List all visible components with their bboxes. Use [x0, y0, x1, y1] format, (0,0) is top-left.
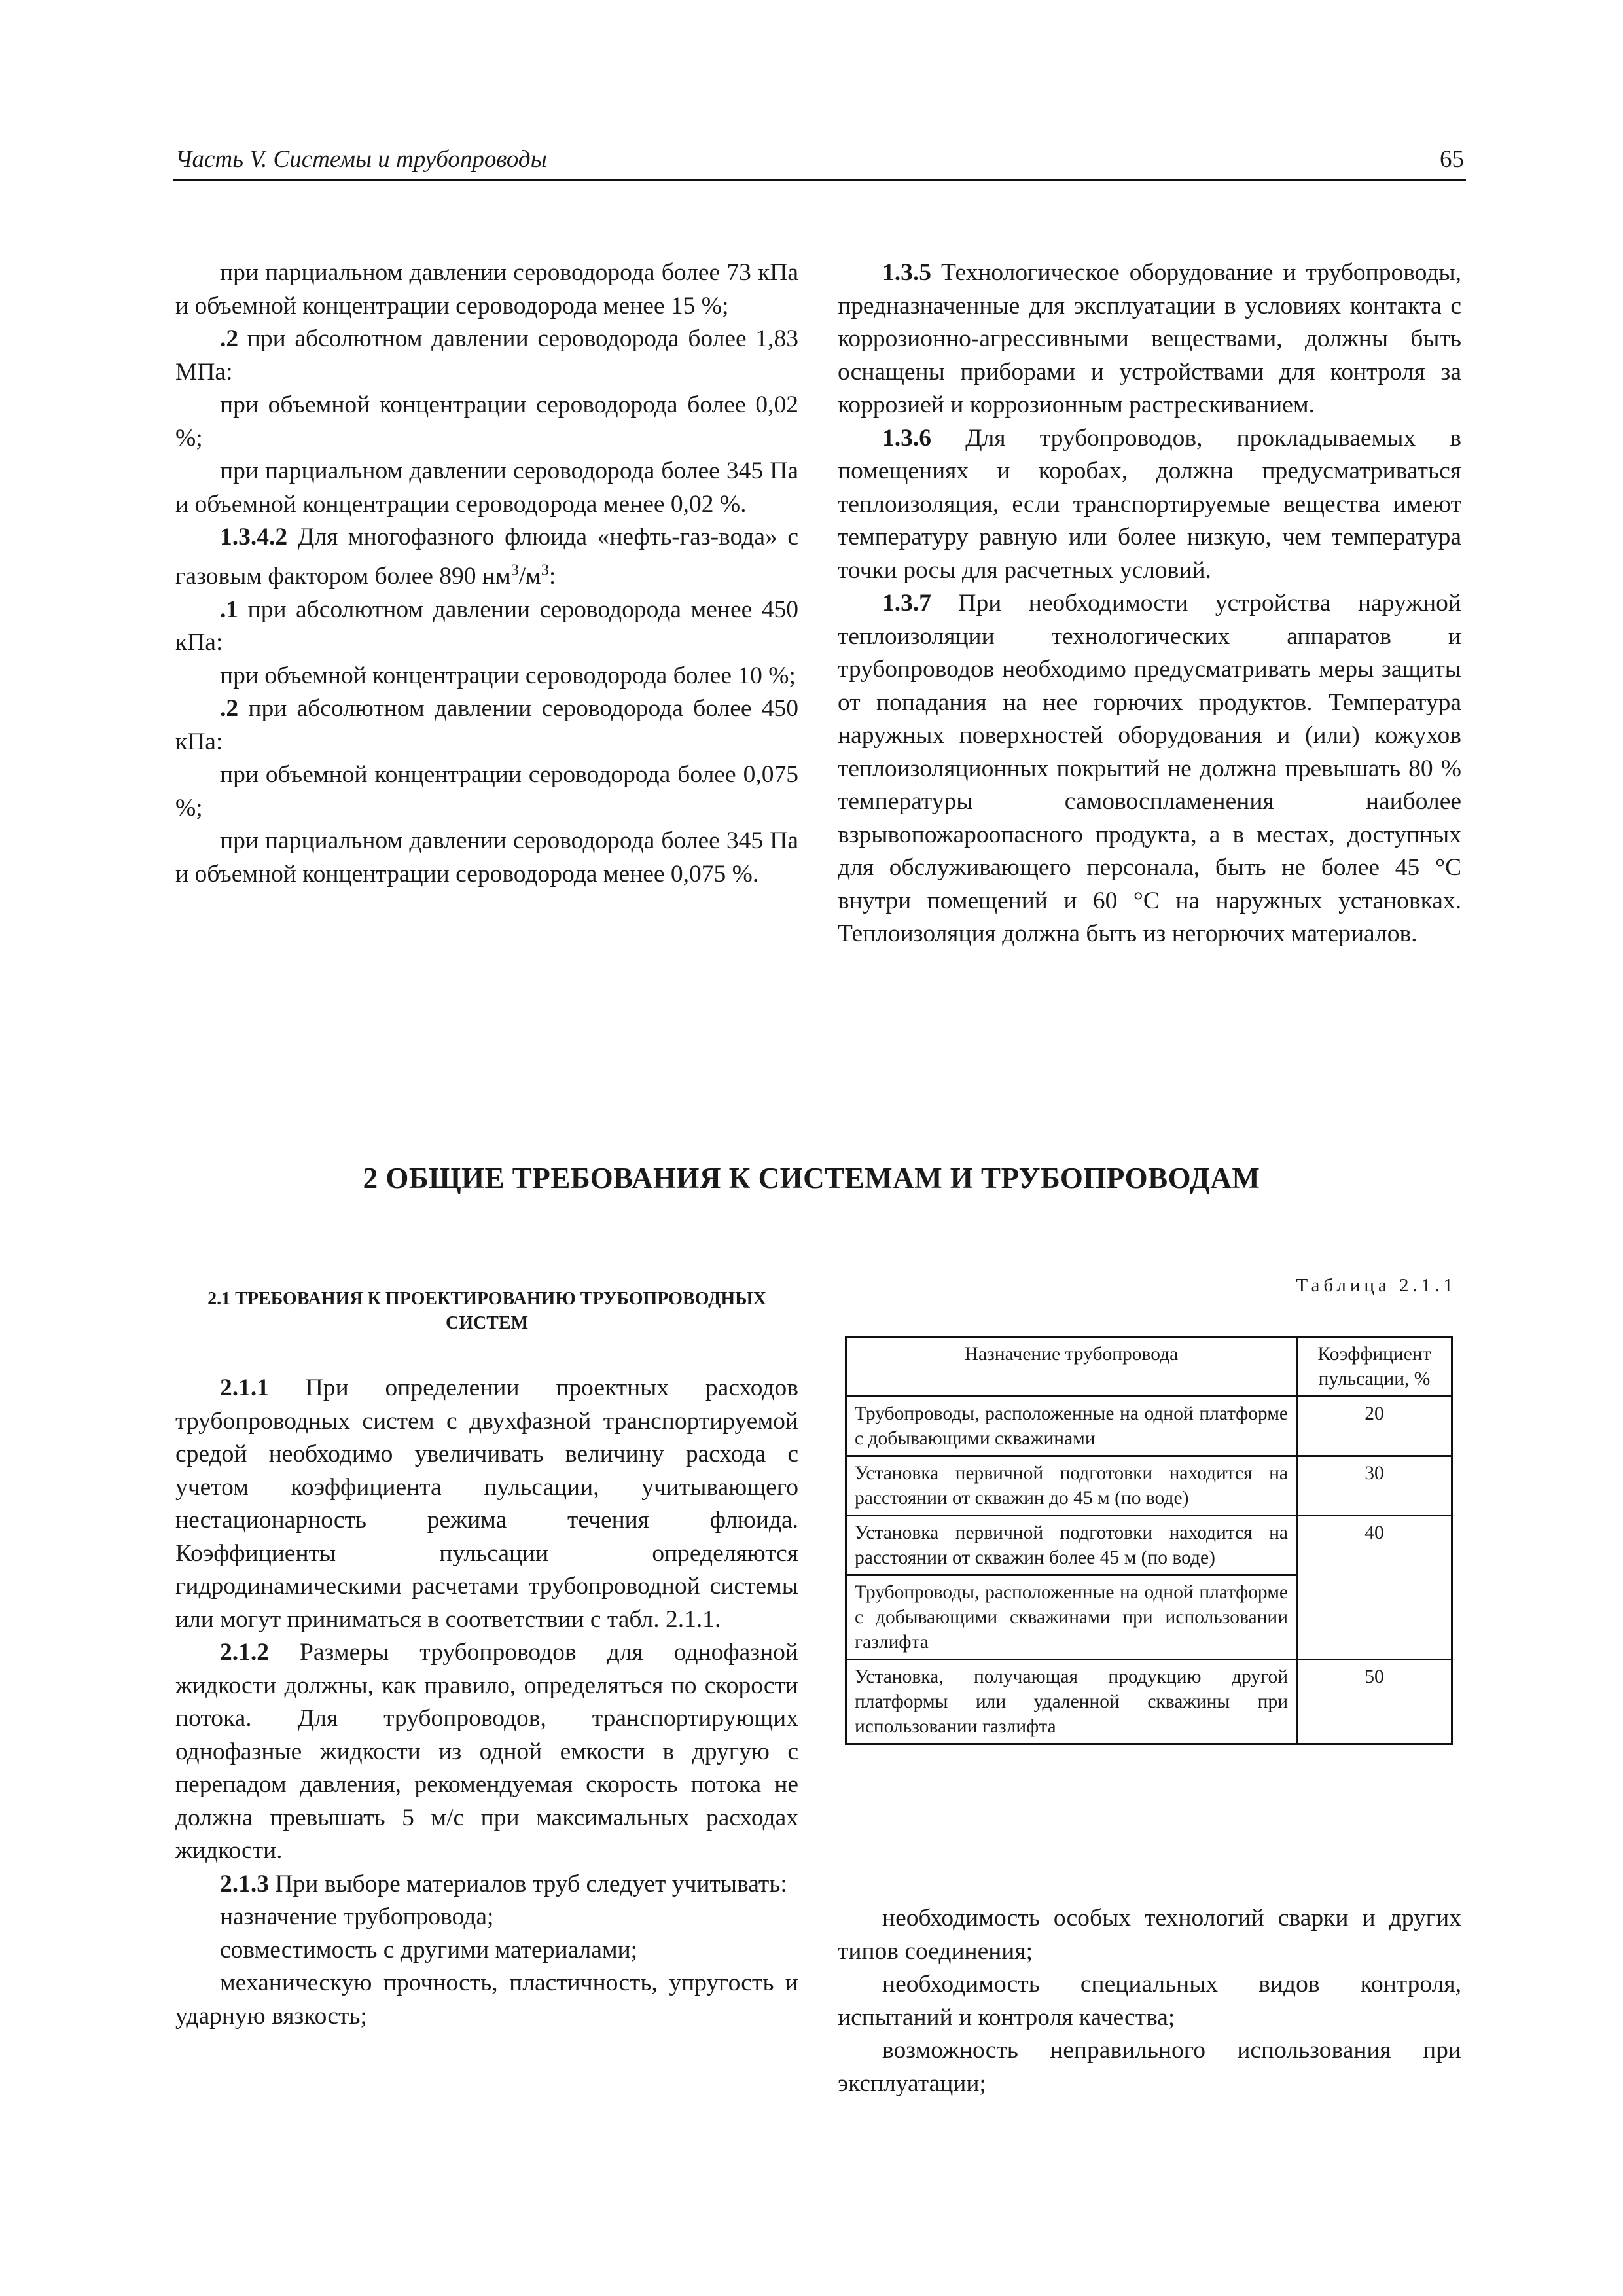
table-header-row [846, 1337, 1452, 1397]
bottom-left-column [175, 1372, 798, 2033]
running-title: Часть V. Системы и трубопроводы [175, 146, 547, 173]
paragraph: при объемной концентрации сероводорода более 0,02 %; [175, 391, 798, 452]
table-row [846, 1397, 1452, 1456]
paragraph: .2 при абсолютном давлении сероводорода более 450 кПа: [175, 695, 798, 755]
item-number: .2 [220, 695, 239, 722]
table-cell: 40 [1297, 1516, 1452, 1575]
item-number: .2 [220, 325, 239, 352]
table-row [846, 1456, 1452, 1516]
table-cell: 50 [1297, 1660, 1452, 1744]
paragraph-1-3-7: 1.3.7 При необходимости устройства наружной теплоизоляции технологических аппаратов и трубопроводов необходимо предусматривать меры защиты от попадания на нее горючих продуктов. Температура наружных поверхностей оборудования и (или) кожухов теплоизоляционных покрытий не должна превышать 80 % температуры самовоспламенения наиболее взрывопожароопасного продукта, а в местах, доступных для обслуживающего персонала, быть не более 45 °С внутри помещений и 60 °С на наружных установках. Теплоизоляция должна быть из негорючих материалов. [838, 590, 1461, 947]
pulsation-coefficient-table [845, 1336, 1453, 1745]
table-row [846, 1575, 1452, 1660]
table-cell: Установка первичной подготовки находится на расстоянии от скважин до 45 м (по воде) [846, 1456, 1297, 1516]
table-header-cell: Коэффициент пульсации, % [1297, 1337, 1452, 1397]
clause-number: 2.1.1 [220, 1374, 269, 1401]
clause-number: 2.1.3 [220, 1870, 269, 1897]
bottom-right-column [838, 1902, 1461, 2100]
paragraph: при парциальном давлении сероводорода более 73 кПа и объемной концентрации сероводорода менее 15 %; [175, 259, 798, 319]
clause-number: 1.3.5 [882, 259, 931, 286]
paragraph-2-1-1: 2.1.1 При определении проектных расходов трубопроводных систем с двухфазной транспортируемой средой необходимо увеличивать величину расхода с учетом коэффициента пульсации, учитывающего нестационарность режима течения флюида. Коэффициенты пульсации определяются гидродинамическими расчетами трубопроводной системы или могут приниматься в соответствии с табл. 2.1.1. [175, 1374, 798, 1633]
paragraph-2-1-2: 2.1.2 Размеры трубопроводов для однофазной жидкости должны, как правило, определяться по скорости потока. Для трубопроводов, транспортирующих однофазные жидкости из одной емкости в другую с перепадом давления, рекомендуемая скорость потока не должна превышать 5 м/с при максимальных расходах жидкости. [175, 1639, 798, 1864]
table-cell [1297, 1575, 1452, 1660]
table-cell: Трубопроводы, расположенные на одной платформе с добывающими скважинами [846, 1397, 1297, 1456]
subsection-title: 2.1 ТРЕБОВАНИЯ К ПРОЕКТИРОВАНИЮ ТРУБОПРОВОДНЫХ СИСТЕМ [207, 1289, 766, 1333]
list-item: возможность неправильного использования при эксплуатации; [838, 2037, 1461, 2097]
page-number: 65 [1440, 146, 1464, 173]
paragraph: при объемной концентрации сероводорода более 0,075 %; [175, 761, 798, 821]
top-right-column [838, 257, 1461, 951]
paragraph-1-3-4-2: 1.3.4.2 Для многофазного флюида «нефть-газ-вода» с газовым фактором более 890 $нм^3/м^3$: [175, 524, 798, 590]
table-row [846, 1660, 1452, 1744]
list-item: необходимость специальных видов контроля, испытаний и контроля качества; [838, 1971, 1461, 2031]
table-cell: Установка первичной подготовки находится на расстоянии от скважин более 45 м (по воде) [846, 1516, 1297, 1575]
table-cell: 30 [1297, 1456, 1452, 1516]
clause-number: 1.3.6 [882, 424, 931, 452]
paragraph: .1 при абсолютном давлении сероводорода менее 450 кПа: [175, 596, 798, 656]
clause-number: 1.3.7 [882, 590, 931, 617]
list-item: совместимость с другими материалами; [220, 1936, 638, 1964]
paragraph-1-3-6: 1.3.6 Для трубопроводов, прокладываемых в помещениях и коробах, должна предусматриваться теплоизоляция, если транспортируемые вещества имеют температуру равную или более низкую, чем температура точки росы для расчетных условий. [838, 424, 1461, 584]
table-cell: Установка, получающая продукцию другой платформы или удаленной скважины при использовании газлифта [846, 1660, 1297, 1744]
paragraph-2-1-3: 2.1.3 При выборе материалов труб следует учитывать: [220, 1870, 787, 1897]
clause-number: 2.1.2 [220, 1639, 269, 1666]
header-rule [173, 179, 1466, 181]
paragraph-1-3-5: 1.3.5 Технологическое оборудование и трубопроводы, предназначенные для эксплуатации в условиях контакта с коррозионно-агрессивными веществами, должны быть оснащены приборами и устройствами для контроля за коррозией и коррозионным растрескиванием. [838, 259, 1461, 418]
section-title: 2 ОБЩИЕ ТРЕБОВАНИЯ К СИСТЕМАМ И ТРУБОПРОВОДАМ [363, 1162, 1260, 1194]
top-left-column [175, 257, 798, 891]
table-cell: 20 [1297, 1397, 1452, 1456]
table-row [846, 1516, 1452, 1575]
item-number: .1 [220, 596, 239, 623]
paragraph: при объемной концентрации сероводорода более 10 %; [220, 662, 796, 689]
paragraph: при парциальном давлении сероводорода более 345 Па и объемной концентрации сероводорода менее 0,075 %. [175, 827, 798, 888]
paragraph: при парциальном давлении сероводорода более 345 Па и объемной концентрации сероводорода менее 0,02 %. [175, 457, 798, 518]
table-cell: Трубопроводы, расположенные на одной платформе с добывающими скважинами при использовании газлифта [846, 1575, 1297, 1660]
table-caption: Таблица 2.1.1 [1296, 1275, 1457, 1296]
paragraph: .2 при абсолютном давлении сероводорода более 1,83 МПа: [175, 325, 798, 386]
list-item: назначение трубопровода; [220, 1903, 494, 1930]
table-header-cell: Назначение трубопровода [846, 1337, 1297, 1397]
list-item: необходимость особых технологий сварки и других типов соединения; [838, 1905, 1461, 1965]
list-item: механическую прочность, пластичность, упругость и ударную вязкость; [175, 1969, 798, 2030]
clause-number: 1.3.4.2 [220, 524, 288, 550]
